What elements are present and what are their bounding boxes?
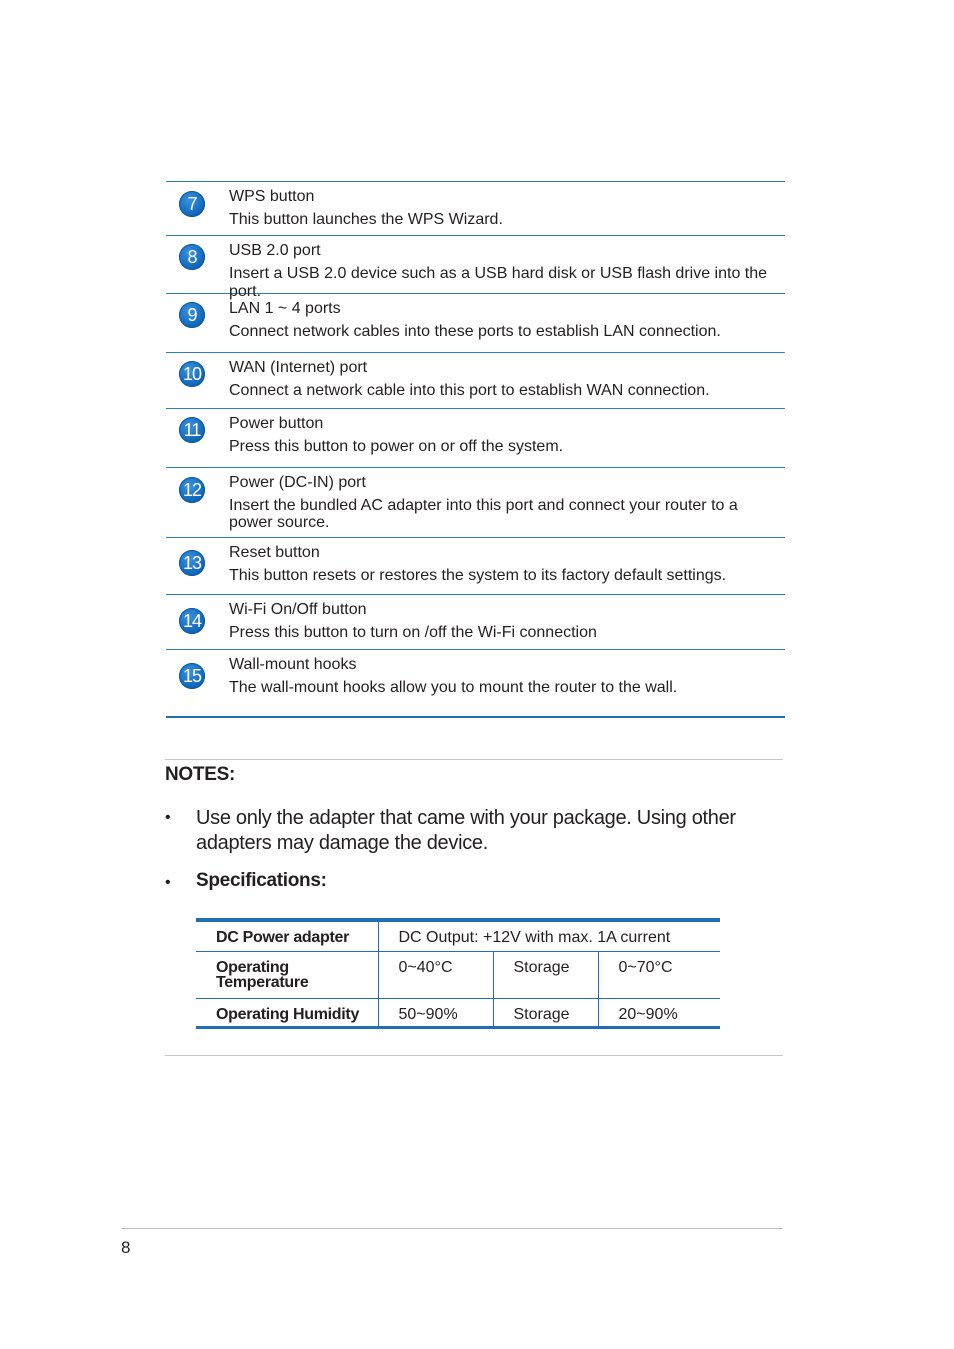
temperature-storage-label: Storage [493,951,598,998]
feature-title: WPS button [229,188,315,205]
table-row [196,998,720,1027]
feature-text [229,415,777,456]
feature-desc: The wall-mount hooks allow you to mount the router to the wall. [229,679,678,696]
feature-title: Reset button [229,544,320,561]
feature-desc: Press this button to power on or off the system. [229,438,564,455]
feature-row [166,650,785,716]
bullet-icon: • [165,809,171,826]
feature-text [229,544,777,585]
feature-desc: Press this button to turn on /off the Wi-Fi connection [229,624,597,641]
feature-title: USB 2.0 port [229,242,321,259]
feature-desc: Connect a network cable into this port to establish WAN connection. [229,382,710,399]
feature-table [166,181,785,718]
number-12-icon: 12 [179,477,205,503]
feature-title: Power button [229,415,324,432]
feature-row [166,294,785,353]
feature-row [166,409,785,468]
feature-desc: This button launches the WPS Wizard. [229,211,503,228]
feature-row [166,182,785,236]
humidity-storage-label: Storage [493,998,598,1027]
number-13-icon: 13 [179,550,205,576]
feature-title: LAN 1 ~ 4 ports [229,300,341,317]
feature-text [229,188,777,229]
specifications-heading: Specifications: [196,870,327,891]
power-value: DC Output: +12V with max. 1A current [378,920,720,951]
feature-title: WAN (Internet) port [229,359,368,376]
number-9-icon: 9 [179,302,205,328]
feature-row [166,595,785,650]
humidity-label: Operating Humidity [196,998,378,1027]
bullet-icon: • [165,874,171,891]
feature-desc: Insert the bundled AC adapter into this port and connect your router to a power source. [229,497,738,531]
table-row [196,951,720,998]
feature-title: Wall-mount hooks [229,656,357,673]
feature-text [229,656,777,697]
specifications-table [196,918,720,1029]
footer-divider [121,1228,783,1229]
feature-desc: Connect network cables into these ports to establish LAN connection. [229,323,721,340]
power-label: DC Power adapter [196,920,378,951]
feature-row [166,353,785,409]
feature-row [166,538,785,595]
feature-title: Wi-Fi On/Off button [229,601,367,618]
number-14-icon: 14 [179,608,205,634]
number-10-icon: 10 [179,361,205,387]
feature-row [166,236,785,300]
temperature-value: 0~40°C [378,951,493,998]
humidity-value: 50~90% [378,998,493,1027]
feature-desc: This button resets or restores the system to its factory default settings. [229,567,727,584]
temperature-label: Operating Temperature [196,951,378,998]
feature-text [229,474,777,531]
feature-row [166,468,785,538]
page-number: 8 [121,1238,131,1257]
number-15-icon: 15 [179,663,205,689]
notes-title: NOTES: [165,764,235,785]
humidity-storage-value: 20~90% [618,1005,678,1023]
note-adapter: Use only the adapter that came with your package. Using other adapters may damage the device. [196,807,736,854]
feature-title: Power (DC-IN) port [229,474,366,491]
notes-top-divider [165,759,783,760]
number-8-icon: 8 [179,244,205,270]
feature-text [229,242,777,301]
feature-text [229,359,777,400]
notes-bottom-divider [165,1055,783,1056]
table-row [196,920,720,951]
number-7-icon: 7 [179,191,205,217]
temperature-storage-value: 0~70°C [598,951,720,998]
feature-text [229,300,777,341]
feature-desc: Insert a USB 2.0 device such as a USB hard disk or USB flash drive into the port. [229,265,768,300]
number-11-icon: 11 [179,417,205,443]
feature-text [229,601,777,642]
